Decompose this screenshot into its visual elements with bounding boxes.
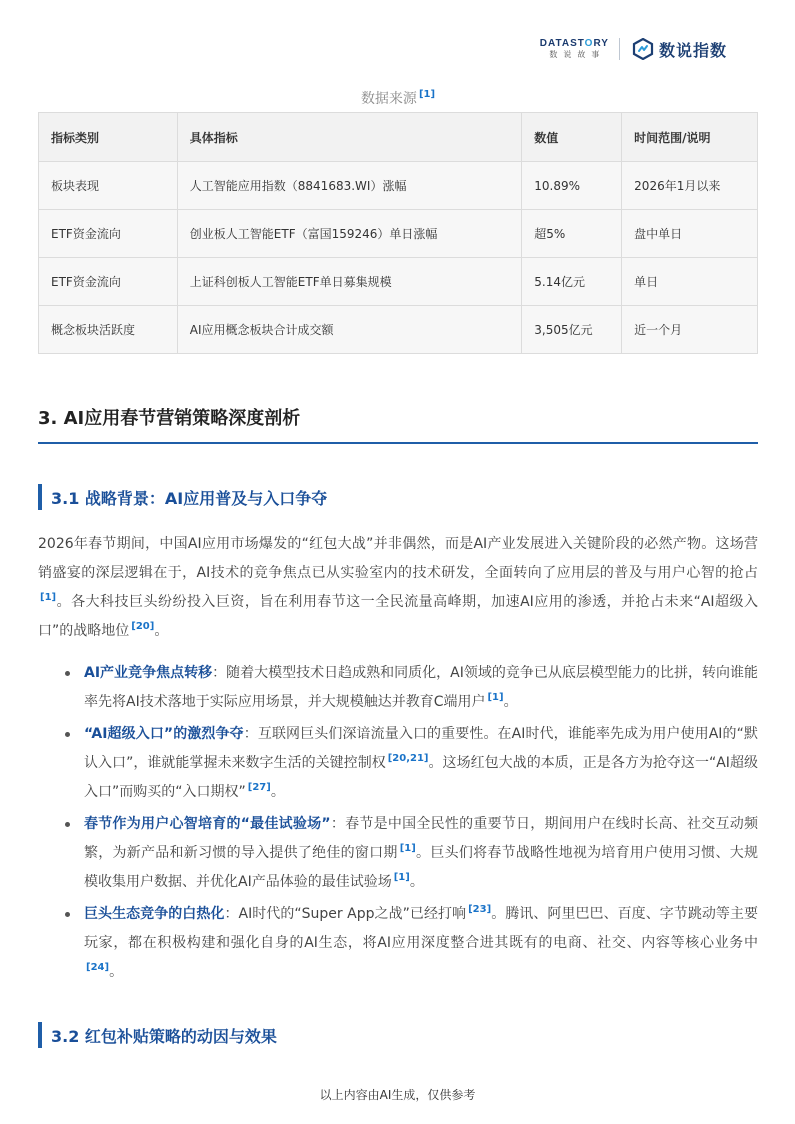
column-header: 具体指标 [177,113,521,162]
product-name: 数说指数 [658,40,727,60]
table-cell: ETF资金流向 [39,258,178,306]
table-row [39,258,758,306]
list-item [60,659,758,717]
logo-divider [619,38,620,60]
table-cell: 5.14亿元 [522,258,622,306]
bullet-text: 。 [270,784,285,800]
table-header-row [39,113,758,162]
column-header: 数值 [522,113,622,162]
table-cell: 创业板人工智能ETF（富国159246）单日涨幅 [177,210,521,258]
bullet-text: 。腾讯、阿里巴巴、百度、字节跳动等主要玩家，都在积极构建和强化自身的AI生态，将AI应用深度整合进其既有的电商、社交、内容等核心业务中 [84,906,759,951]
subsection-heading [38,484,327,510]
subsection-title: 3.2 红包补贴策略的动因与效果 [51,1026,277,1046]
table-cell: 上证科创板人工智能ETF单日募集规模 [177,258,521,306]
table-cell: 超5% [522,210,622,258]
bullet-text: ：互联网巨头们深谙流量入口的重要性。在AI时代，谁能率先成为用户使用AI的“默认入口”，谁就能掌握未来数字生活的关键控制权 [84,726,758,771]
datastory-logo [540,38,609,60]
bullet-list [60,659,758,990]
bullet-keyword: “AI超级入口”的激烈争夺 [84,726,244,742]
subsection-title: 3.1 战略背景：AI应用普及与入口争夺 [51,488,328,508]
datastory-logo-cn: 数说故事 [549,50,606,59]
page-header [540,36,727,62]
heading-accent-bar [38,484,42,510]
table-cell: 10.89% [522,162,622,210]
bullet-keyword: AI产业竞争焦点转移 [84,665,213,681]
table-cell: 近一个月 [622,306,758,354]
list-item [60,810,758,897]
body-paragraph [38,530,758,646]
table-cell: 板块表现 [39,162,178,210]
hexagon-logo-icon [632,38,654,60]
table-cell: 2026年1月以来 [622,162,758,210]
bullet-text: 。 [109,964,124,980]
table-cell: 盘中单日 [622,210,758,258]
table-row [39,162,758,210]
citation-link[interactable]: [20,21] [387,753,429,765]
table-row [39,210,758,258]
bullet-text: ：春节是中国全民性的重要节日，期间用户在线时长高、社交互动频繁，为新产品和新习惯的导入提供了绝佳的窗口期 [84,816,759,861]
citation-link[interactable]: [24] [86,962,110,974]
citation-link[interactable]: [1] [399,843,416,855]
table-caption [38,88,758,108]
table-cell: 概念板块活跃度 [39,306,178,354]
bullet-text: ：随着大模型技术日趋成熟和同质化，AI领域的竞争已从底层模型能力的比拼，转向谁能率先将AI技术落地于实际应用场景，并大规模触达并教育C端用户 [84,665,758,710]
table-cell: 人工智能应用指数（8841683.WI）涨幅 [177,162,521,210]
table-caption-text: 数据来源 [360,91,417,107]
citation-link[interactable]: [1] [393,872,410,884]
heading-accent-bar [38,1022,42,1048]
bullet-keyword: 春节作为用户心智培育的“最佳试验场” [84,816,331,832]
citation-link[interactable]: [23] [468,904,492,916]
data-source-table [38,112,758,354]
table-cell: ETF资金流向 [39,210,178,258]
table-cell: AI应用概念板块合计成交额 [177,306,521,354]
table-cell: 3,505亿元 [522,306,622,354]
citation-link[interactable]: [1] [418,89,436,101]
paragraph-text: 。各大科技巨头纷纷投入巨资，旨在利用春节这一全民流量高峰期，加速AI应用的渗透，并抢占未来“AI超级入口”的战略地位 [38,594,758,639]
bullet-text: 。 [409,874,424,890]
bullet-text: 。 [503,694,518,710]
section-divider [38,442,758,444]
section-title: 3. AI应用春节营销策略深度剖析 [38,408,301,429]
citation-link[interactable]: [1] [40,592,57,604]
paragraph-text: 。 [154,623,169,639]
citation-link[interactable]: [1] [487,692,504,704]
bullet-text: ：AI时代的“Super App之战”已经打响 [224,906,467,922]
bullet-keyword: 巨头生态竞争的白热化 [84,906,225,922]
list-item [60,720,758,807]
column-header: 指标类别 [39,113,178,162]
paragraph-text: 2026年春节期间，中国AI应用市场爆发的“红包大战”并非偶然，而是AI产业发展进入关键阶段的必然产物。这场营销盛宴的深层逻辑在于，AI技术的竞争焦点已从实验室内的技术研发，全面转向了应用层的普及与用户心智的抢占 [38,536,758,581]
subsection-heading [38,1022,277,1048]
column-header: 时间范围/说明 [622,113,758,162]
list-item [60,900,758,987]
table-cell: 单日 [622,258,758,306]
footer-note: 以上内容由AI生成，仅供参考 [319,1088,476,1102]
datastory-logo-wordmark: DATASTORY [539,38,609,49]
citation-link[interactable]: [27] [247,782,271,794]
bullet-text: 。这场红包大战的本质，正是各方为抢夺这一“AI超级入口”而购买的“入口期权” [84,755,758,800]
bullet-text: 。巨头们将春节战略性地视为培育用户使用习惯、大规模收集用户数据、并优化AI产品体验的最佳试验场 [84,845,758,890]
table-row [39,306,758,354]
citation-link[interactable]: [20] [131,621,155,633]
